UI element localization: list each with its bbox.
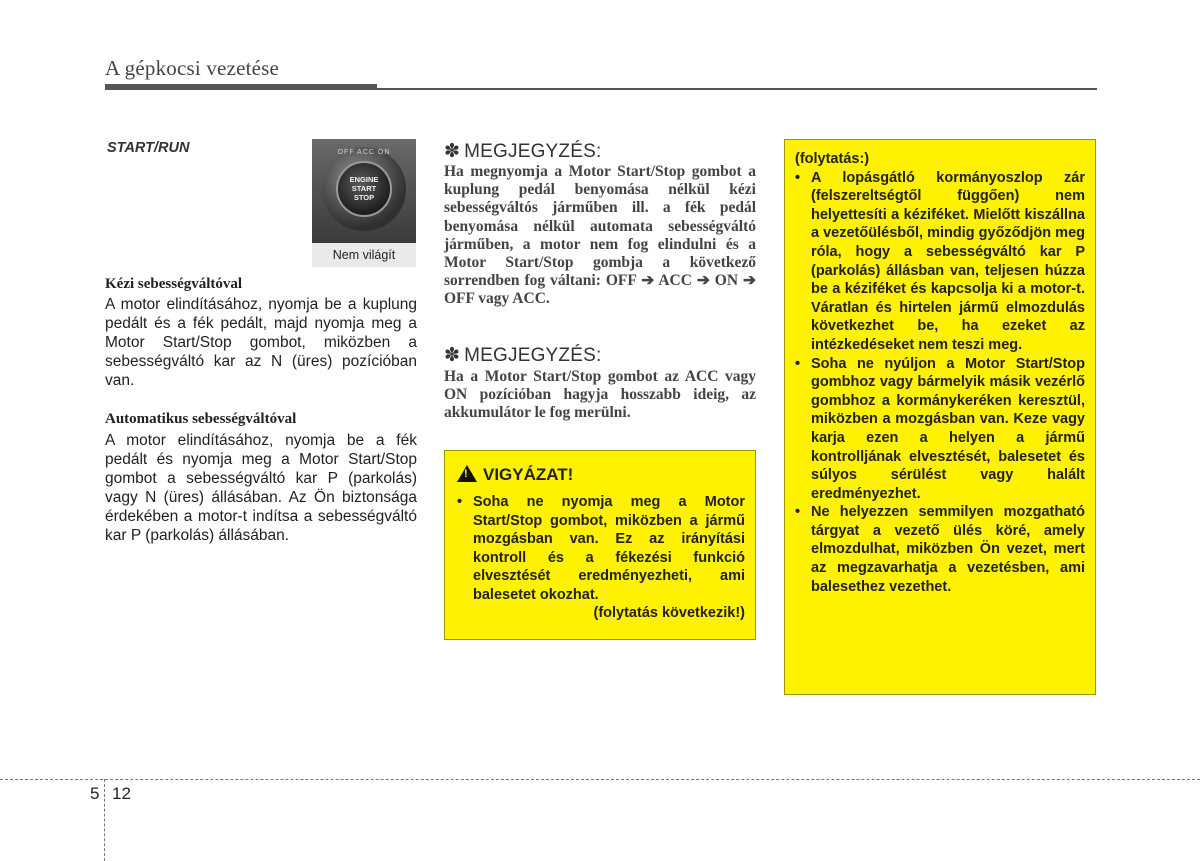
warning-bullet-text: A lopásgátló kormányoszlop zár (felszereltségtől függően) nem helyettesíti a kéziféket. Mielőtt kiszállna a vezetőülésből, mindig győződjön meg róla, hogy a sebességváltó kar P (parkolás) állásban van, teljesen húzza be a kéziféket és kapcsolja ki a motor-t. Váratlan és hirtelen jármű elmozdulás következhet be, ha ezeket az intézkedéseket nem teszi meg. [811,169,1085,353]
automatic-transmission-heading: Automatikus sebességváltóval [105,411,297,427]
footer-vertical-divider [104,779,105,861]
note-star-icon: ✽ [444,345,461,366]
note-heading [444,140,601,163]
start-button-photo [312,139,416,267]
page-number: 12 [112,784,131,803]
warning-bullet-text: Ne helyezzen semmilyen mozgatható tárgyat a vezető ülés köré, amely elmozdulhat, miközben Ön vezet, mert az megzavarhatja a vezetésben, ami balesethez vezethet. [811,504,1085,595]
footer-divider [0,779,1200,780]
note-heading-text: MEGJEGYZÉS: [464,141,602,162]
warning-triangle-icon: ! [457,465,477,482]
knob-ring-label: OFF ACC ON [337,149,391,156]
photo-background [312,139,416,243]
continued-label: (folytatás:) [795,151,870,167]
page-header-title: A gépkocsi vezetése [105,56,280,80]
continued-warning-box [784,139,1096,695]
note-star-icon: ✽ [444,141,461,162]
warning-bullet-text: Soha ne nyúljon a Motor Start/Stop gombhoz vagy bármelyik másik vezérlő gombhoz a kormánykeréken keresztül, miközben a mozgásban van. Keze vagy karja ezen a helyen a jármű kontrolljának elvesztését, balesetet és súlyos sérülést vagy halált eredményezhet. [811,355,1085,502]
section-label: START/RUN [107,140,190,156]
button-text-line: STOP [353,193,375,202]
warning-bullet [795,169,1085,355]
button-text-line: START [351,184,377,193]
bullet-dot: • [795,355,801,372]
manual-transmission-text: A motor elindításához, nyomja be a kuplung pedált és a fék pedált, majd nyomja meg a Motor Start/Stop gombot, miközben a sebességváltó kar az N (üres) pozícióban van. [105,296,417,389]
header-rule-accent [105,84,377,90]
note-text: Ha megnyomja a Motor Start/Stop gombot a kuplung pedál benyomása nélkül kézi sebességváltós járműben ill. a fék pedál benyomása nélkül automata sebességváltó járműben, a motor nem fog elindulni és a Motor Start/Stop gombja a következő sorrendben fog váltani: OFF ➔ ACC ➔ ON ➔ OFF vagy ACC. [444,163,756,308]
automatic-transmission-text: A motor elindításához, nyomja be a fék pedált és nyomja meg a Motor Start/Stop gombot a sebességváltó kar P (parkolás) vagy N (üres) állásában. Az Ön biztonsága érdekében a motor-t indítsa a sebességváltó kar P (parkolás) állásában. [105,432,417,544]
caution-box [444,450,756,640]
caution-heading-text: VIGYÁZAT! [483,465,574,484]
caution-bullet [457,493,745,604]
button-text-line: ENGINE [349,175,379,184]
warning-bullet [795,503,1085,596]
caution-heading [457,465,573,485]
note-heading [444,344,601,367]
continued-warning-body [795,150,1085,596]
caution-body [457,493,745,623]
photo-caption: Nem világít [312,243,416,267]
bullet-dot: • [795,169,801,186]
note-text: Ha a Motor Start/Stop gombot az ACC vagy ON pozícióban hagyja hosszabb ideig, az akkumulátor le fog merülni. [444,368,756,422]
manual-transmission-heading: Kézi sebességváltóval [105,276,243,292]
caution-continued: (folytatás következik!) [593,605,745,621]
chapter-number: 5 [90,784,100,803]
bullet-dot: • [457,494,463,510]
warning-bullet [795,355,1085,504]
start-stop-button-label [336,175,392,202]
note-heading-text: MEGJEGYZÉS: [464,345,602,366]
bullet-dot: • [795,504,801,521]
caution-bullet-text: Soha ne nyomja meg a Motor Start/Stop gombot, miközben a jármű mozgásban van. Ez az irányítási kontroll és a fékezési funkció elvesztését eredményezheti, ami balesetet okozhat. [473,494,745,603]
